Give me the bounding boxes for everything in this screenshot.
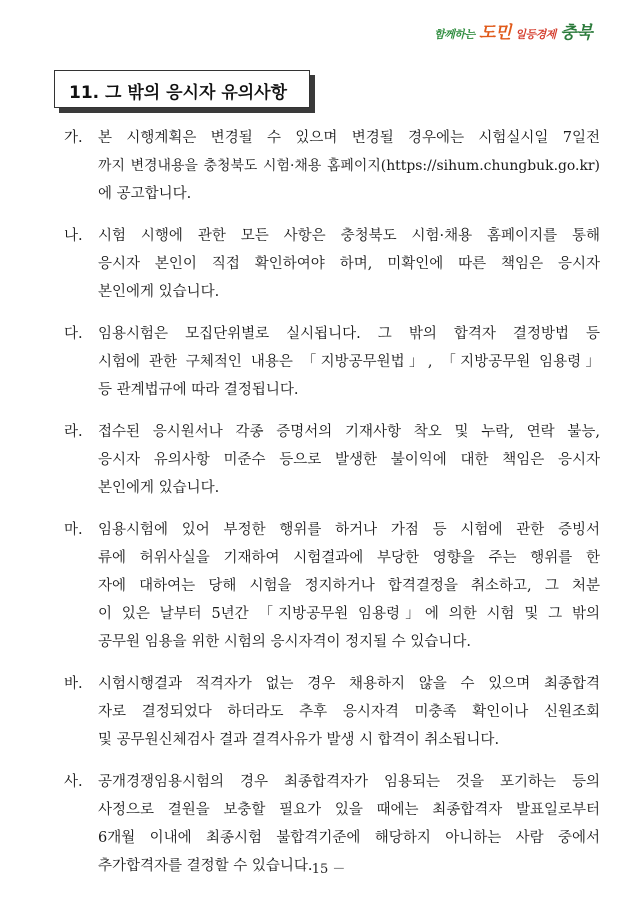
- item-marker: 사.: [64, 774, 83, 790]
- item-line: 류에 허위사실을 기재하여 시험결과에 부당한 영향을 주는 행위를 한: [98, 550, 600, 566]
- item-marker: 다.: [64, 326, 83, 342]
- notice-item-na: [64, 222, 600, 306]
- notice-item-ba: [64, 670, 600, 754]
- item-marker: 나.: [64, 228, 83, 244]
- logo-text-part2: 도민: [479, 23, 511, 43]
- item-line: 본 시행계획은 변경될 수 있으며 변경될 경우에는 시험실시일 7일전: [98, 130, 600, 146]
- item-line: 에 공고합니다.: [98, 186, 192, 202]
- item-line: 접수된 응시원서나 각종 증명서의 기재사항 착오 및 누락, 연락 불능,: [98, 424, 600, 440]
- item-line: 응시자 본인이 직접 확인하여야 하며, 미확인에 따른 책임은 응시자: [98, 256, 600, 272]
- item-line: 자로 결정되었다 하더라도 추후 응시자격 미충족 확인이나 신원조회: [98, 704, 600, 720]
- item-marker: 라.: [64, 424, 83, 440]
- item-line: 응시자 유의사항 미준수 등으로 발생한 불이익에 대한 책임은 응시자: [98, 452, 600, 468]
- item-line: 이 있은 날부터 5년간 「지방공무원 임용령」에 의한 시험 및 그 밖의: [98, 606, 600, 622]
- section-heading: 11. 그 밖의 응시자 유의사항: [69, 83, 288, 103]
- notice-item-ra: [64, 418, 600, 502]
- item-line: 본인에게 있습니다.: [98, 480, 220, 496]
- item-line: 임용시험에 있어 부정한 행위를 하거나 가점 등 시험에 관한 증빙서: [98, 522, 600, 538]
- notice-item-ma: [64, 516, 600, 656]
- page-number: － 15 －: [294, 862, 346, 877]
- item-line: 사정으로 결원을 보충할 필요가 있을 때에는 최종합격자 발표일로부터: [98, 802, 600, 818]
- item-line: 까지 변경내용을 충청북도 시험·채용 홈페이지(https://sihum.chungbuk.go.kr): [98, 158, 600, 174]
- notice-list: [64, 124, 600, 894]
- logo-text-part1: 함께하는: [434, 28, 475, 41]
- logo-text-part3: 일등경제: [515, 28, 556, 41]
- item-line: 시험에 관한 구체적인 내용은 「지방공무원법」, 「지방공무원 임용령」: [98, 354, 600, 370]
- item-line: 공무원 임용을 위한 시험의 응시자격이 정지될 수 있습니다.: [98, 634, 472, 650]
- item-marker: 바.: [64, 676, 83, 692]
- item-line: 공개경쟁임용시험의 경우 최종합격자가 임용되는 것을 포기하는 등의: [98, 774, 600, 790]
- item-line: 추가합격자를 결정할 수 있습니다.: [98, 858, 313, 874]
- logo-text-part4: 충북: [560, 23, 592, 43]
- item-line: 자에 대하여는 당해 시험을 정지하거나 합격결정을 취소하고, 그 처분: [98, 578, 600, 594]
- item-line: 6개월 이내에 최종시험 불합격기준에 해당하지 아니하는 사람 중에서: [98, 830, 600, 846]
- notice-item-da: [64, 320, 600, 404]
- item-marker: 마.: [64, 522, 83, 538]
- item-line: 본인에게 있습니다.: [98, 284, 220, 300]
- item-line: 임용시험은 모집단위별로 실시됩니다. 그 밖의 합격자 결정방법 등: [98, 326, 600, 342]
- item-line: 등 관계법규에 따라 결정됩니다.: [98, 382, 299, 398]
- item-line: 및 공무원신체검사 결과 결격사유가 발생 시 합격이 취소됩니다.: [98, 732, 500, 748]
- chungbuk-logo: [434, 18, 592, 43]
- item-line: 시험시행결과 적격자가 없는 경우 채용하지 않을 수 있으며 최종합격: [98, 676, 600, 692]
- section-heading-box: [54, 70, 310, 108]
- item-marker: 가.: [64, 130, 83, 146]
- notice-item-ga: [64, 124, 600, 208]
- item-line: 시험 시행에 관한 모든 사항은 충청북도 시험·채용 홈페이지를 통해: [98, 228, 600, 244]
